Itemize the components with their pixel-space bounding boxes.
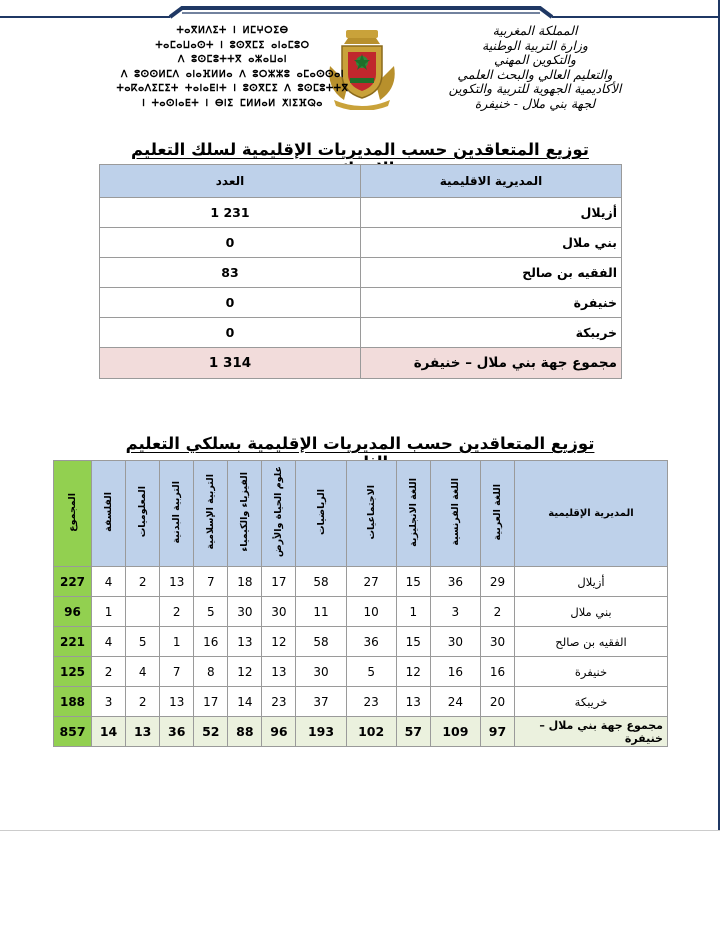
total-cell: 36: [160, 717, 194, 747]
cell-value: 30: [262, 597, 296, 627]
directorate-name: خنيفرة: [515, 657, 668, 687]
cell-value: 3: [430, 597, 480, 627]
top-border-ornament: [0, 0, 720, 22]
total-cell: 109: [430, 717, 480, 747]
column-header-directorate: المديرية الاقليمية: [361, 165, 622, 198]
table-row: [100, 228, 622, 258]
total-cell: 52: [194, 717, 228, 747]
cell-value: 24: [430, 687, 480, 717]
cell-value: 18: [228, 567, 262, 597]
sum-label: المجموع: [67, 492, 78, 532]
subject-label: المعلوميات: [137, 486, 149, 538]
cell-value: 12: [262, 627, 296, 657]
count-value: 83: [100, 258, 361, 288]
cell-value: 58: [296, 627, 346, 657]
header-line: لجهة بني ملال - خنيفرة: [474, 95, 596, 111]
row-sum: 227: [54, 567, 92, 597]
cell-value: 58: [296, 567, 346, 597]
count-value: 1 231: [100, 198, 361, 228]
total-label: مجموع جهة بني ملال – خنيفرة: [361, 348, 622, 379]
total-cell: 193: [296, 717, 346, 747]
cell-value: 13: [262, 657, 296, 687]
cell-value: 7: [194, 567, 228, 597]
cell-value: 17: [262, 567, 296, 597]
cell-value: 7: [160, 657, 194, 687]
cell-value: 13: [396, 687, 430, 717]
cell-value: 2: [480, 597, 514, 627]
primary-contractors-table: [99, 164, 622, 379]
table-row: [100, 258, 622, 288]
cell-value: 3: [92, 687, 126, 717]
cell-value: 27: [346, 567, 396, 597]
cell-value: 5: [194, 597, 228, 627]
subject-label: الفلسفة: [103, 492, 115, 532]
cell-value: 1: [160, 627, 194, 657]
cell-value: 17: [194, 687, 228, 717]
table-row: [54, 597, 668, 627]
directorate-name: الفقيه بن صالح: [515, 627, 668, 657]
cell-value: 14: [228, 687, 262, 717]
subject-label: اللغة العربية: [491, 483, 503, 541]
header-line: المملكة المغربية: [492, 23, 578, 38]
cell-value: 12: [396, 657, 430, 687]
cell-value: 4: [126, 657, 160, 687]
header-line: ⵏ ⵜⴰⵙⵏⴰⴹⵜ ⵏ ⴱⵏⵉ ⵎⵍⵍⴰⵍ ⵅⵏⵉⴼⵕⴰ: [142, 97, 323, 109]
cell-value: 13: [160, 567, 194, 597]
cell-value: 36: [346, 627, 396, 657]
table-row: [100, 198, 622, 228]
total-cell: 13: [126, 717, 160, 747]
header-line: ⴷ ⵓⵙⵎⵓⵜⵜⴳ ⴰⵣⴰⵡⴰⵏ: [177, 54, 288, 66]
cell-value: 2: [160, 597, 194, 627]
column-header-subject: [160, 461, 194, 567]
header-line: ⵜⴰⴳⵍⴷⵉⵜ ⵏ ⵍⵎⵖⵔⵉⴱ: [176, 25, 289, 36]
cell-value: 2: [92, 657, 126, 687]
header-line: ⴷ ⵓⵙⵙⵍⵎⴷ ⴰⵏⴰⴼⵍⵍⴰ ⴷ ⵓⵔⵣⵣⵓ ⴰⵎⴰⵙⵙⴰⵏ: [120, 68, 345, 80]
column-header-subject: [430, 461, 480, 567]
secondary-table-title: توزيع المتعاقدين حسب المديريات الإقليمية بسلكي التعليم: [125, 434, 595, 453]
cell-value: 15: [396, 567, 430, 597]
directorate-name: خريبكة: [361, 318, 622, 348]
cell-value: 1: [396, 597, 430, 627]
column-header-subject: [126, 461, 160, 567]
cell-value: 23: [262, 687, 296, 717]
cell-value: 4: [92, 627, 126, 657]
page-bottom-edge: [0, 830, 720, 831]
directorate-name: أزيلال: [515, 567, 668, 597]
column-header-count: العدد: [100, 165, 361, 198]
total-label: مجموع جهة بني ملال – خنيفرة: [515, 717, 668, 747]
cell-value: 8: [194, 657, 228, 687]
cell-value: 36: [430, 567, 480, 597]
table-total-row: [54, 717, 668, 747]
total-cell: 96: [262, 717, 296, 747]
primary-table-title: توزيع المتعاقدين حسب المديريات الإقليمية لسلك التعليم: [131, 140, 589, 159]
total-cell: 97: [480, 717, 514, 747]
subject-label: الرياضيات: [315, 488, 327, 536]
table-row: [54, 687, 668, 717]
cell-value: 2: [126, 567, 160, 597]
row-sum: 96: [54, 597, 92, 627]
header-arabic: [370, 24, 700, 112]
header-line: ⵜⴰⴽⴰⴷⵉⵎⵉⵜ ⵜⴰⵏⴰⴹⵏⵜ ⵏ ⵓⵙⴳⵎⵉ ⴷ ⵓⵙⵎⵓⵜⵜⴳ: [116, 83, 349, 95]
table-total-row: [100, 348, 622, 379]
column-header-subject: [346, 461, 396, 567]
cell-value: 20: [480, 687, 514, 717]
cell-value: 30: [296, 657, 346, 687]
header-line: ⵜⴰⵎⴰⵡⴰⵙⵜ ⵏ ⵓⵙⴳⵎⵉ ⴰⵏⴰⵎⵓⵔ: [155, 39, 310, 51]
row-sum: 188: [54, 687, 92, 717]
header-line: والتعليم العالي والبحث العلمي: [457, 66, 613, 82]
table-header-row: [100, 165, 622, 198]
count-value: 0: [100, 228, 361, 258]
column-header-subject: [92, 461, 126, 567]
cell-value: 13: [228, 627, 262, 657]
table-row: [100, 288, 622, 318]
header-line: الأكاديمية الجهوية للتربية والتكوين: [448, 81, 622, 97]
cell-value: 29: [480, 567, 514, 597]
header-line: وزارة التربية الوطنية: [482, 37, 588, 53]
row-sum: 221: [54, 627, 92, 657]
column-header-subject: [228, 461, 262, 567]
cell-value: 30: [430, 627, 480, 657]
table-row: [54, 657, 668, 687]
total-value: 1 314: [100, 348, 361, 379]
table-row: [54, 567, 668, 597]
directorate-name: الفقيه بن صالح: [361, 258, 622, 288]
cell-value: 30: [228, 597, 262, 627]
cell-value: 11: [296, 597, 346, 627]
cell-value: 13: [160, 687, 194, 717]
cell-value: 30: [480, 627, 514, 657]
cell-value: 1: [92, 597, 126, 627]
cell-value: 37: [296, 687, 346, 717]
cell-value: 4: [92, 567, 126, 597]
cell-value: 2: [126, 687, 160, 717]
directorate-name: خنيفرة: [361, 288, 622, 318]
cell-value: 12: [228, 657, 262, 687]
header-tifinagh: [115, 24, 350, 112]
count-value: 0: [100, 318, 361, 348]
subject-label: الفيزياء والكيمياء: [239, 472, 251, 552]
directorate-name: أزيلال: [361, 198, 622, 228]
column-header-sum: [54, 461, 92, 567]
column-header-subject: [480, 461, 514, 567]
directorate-name: بني ملال: [361, 228, 622, 258]
total-cell: 102: [346, 717, 396, 747]
grand-total: 857: [54, 717, 92, 747]
subject-label: الاجتماعيات: [365, 484, 377, 540]
cell-value: 16: [480, 657, 514, 687]
table-header-row: [54, 461, 668, 567]
subject-label: علوم الحياة والأرض: [273, 466, 285, 558]
column-header-subject: [396, 461, 430, 567]
cell-value: 10: [346, 597, 396, 627]
cell-value: 5: [126, 627, 160, 657]
cell-value: [126, 597, 160, 627]
cell-value: 5: [346, 657, 396, 687]
column-header-directorate: المديرية الإقليمية: [515, 461, 668, 567]
column-header-subject: [194, 461, 228, 567]
total-cell: 14: [92, 717, 126, 747]
header-line: والتكوين المهني: [494, 52, 576, 68]
subject-label: التربية البدنية: [171, 480, 183, 544]
column-header-subject: [296, 461, 346, 567]
count-value: 0: [100, 288, 361, 318]
directorate-name: بني ملال: [515, 597, 668, 627]
subject-label: اللغة الانجليزية: [407, 477, 419, 547]
cell-value: 15: [396, 627, 430, 657]
table-row: [100, 318, 622, 348]
table-row: [54, 627, 668, 657]
subject-label: اللغة الفرنسية: [449, 478, 461, 546]
cell-value: 16: [430, 657, 480, 687]
subject-label: التربية الإسلامية: [205, 474, 217, 550]
column-header-subject: [262, 461, 296, 567]
cell-value: 23: [346, 687, 396, 717]
row-sum: 125: [54, 657, 92, 687]
secondary-contractors-table: [53, 460, 668, 747]
total-cell: 88: [228, 717, 262, 747]
directorate-name: خريبكة: [515, 687, 668, 717]
total-cell: 57: [396, 717, 430, 747]
cell-value: 16: [194, 627, 228, 657]
